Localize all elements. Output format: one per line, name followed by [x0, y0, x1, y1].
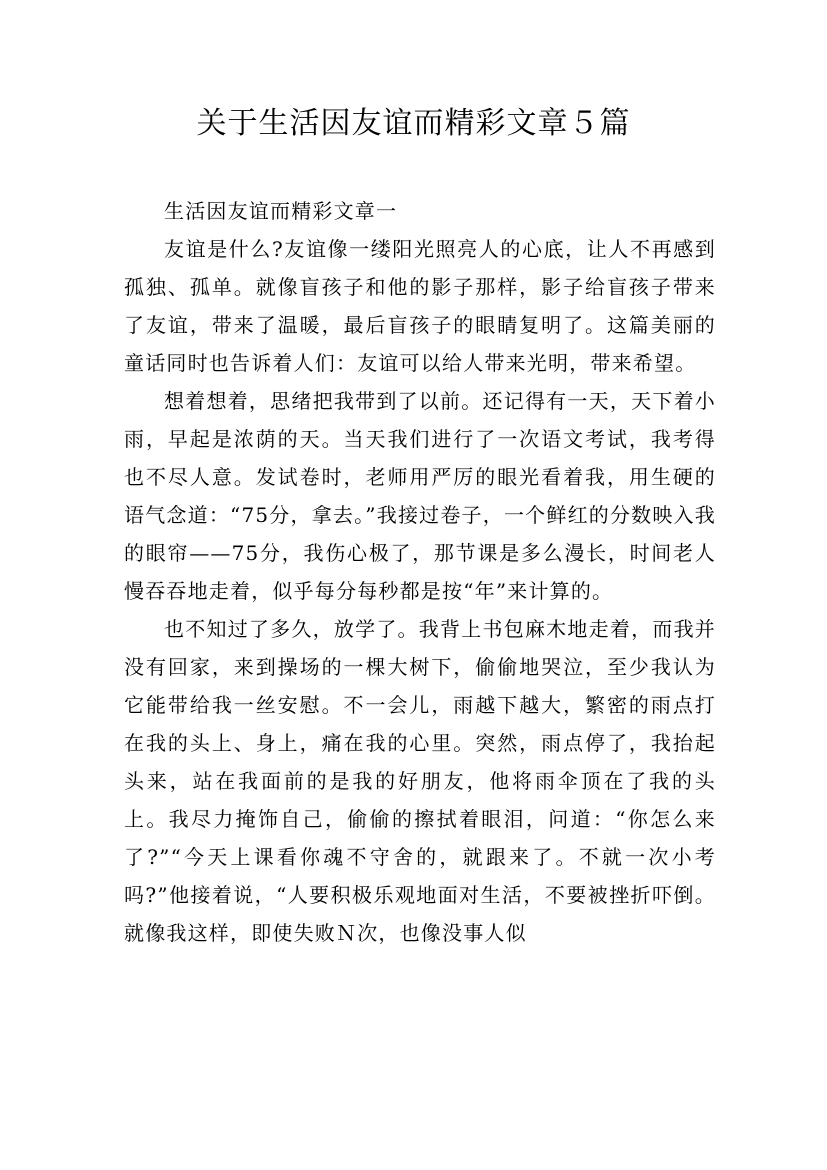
paragraph: 也不知过了多久，放学了。我背上书包麻木地走着，而我并没有回家，来到操场的一棵大树下，偷偷地哭泣，至少我认为它能带给我一丝安慰。不一会儿，雨越下越大，繁密的雨点打在我的头上、身上，痛在我的心里。突然，雨点停了，我抬起头来，站在我面前的是我的好朋友，他将雨伞顶在了我的头上。我尽力掩饰自己，偷偷的擦拭着眼泪，问道：“你怎么来了?”“今天上课看你魂不守舍的，就跟来了。不就一次小考吗?”他接着说，“人要积极乐观地面对生活，不要被挫折吓倒。就像我这样，即使失败Ｎ次，也像没事人似 — [124, 617, 716, 945]
document-title: 关于生活因友谊而精彩文章５篇 — [196, 106, 631, 141]
paragraph: 友谊是什么?友谊像一缕阳光照亮人的心底，让人不再感到孤独、孤单。就像盲孩子和他的影子那样，影子给盲孩子带来了友谊，带来了温暖，最后盲孩子的眼睛复明了。这篇美丽的童话同时也告诉着人们：友谊可以给人带来光明，带来希望。 — [124, 237, 716, 375]
document-body — [124, 192, 716, 952]
paragraph: 想着想着，思绪把我带到了以前。还记得有一天，天下着小雨，早起是浓荫的天。当天我们进行了一次语文考试，我考得也不尽人意。发试卷时，老师用严厉的眼光看着我，用生硬的语气念道：“75分，拿去。”我接过卷子，一个鲜红的分数映入我的眼帘——75分，我伤心极了，那节课是多么漫长，时间老人慢吞吞地走着，似乎每分每秒都是按“年”来计算的。 — [124, 389, 716, 603]
section-heading: 生活因友谊而精彩文章一 — [164, 199, 398, 223]
